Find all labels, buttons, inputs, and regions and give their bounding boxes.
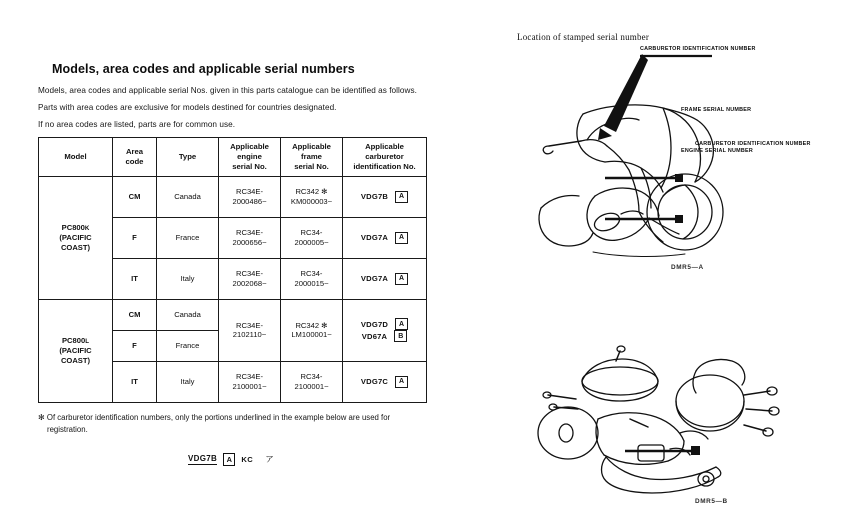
column-header-carburetor-id: Applicable carburetor identification No.: [343, 137, 427, 176]
column-header-frame-serial: Applicable frame serial No.: [281, 137, 343, 176]
type-cell: Italy: [157, 258, 219, 299]
intro-line-1: Models, area codes and applicable serial Nos. given in this parts catalogue can be identified as follows.: [38, 86, 417, 95]
column-header-engine-serial: Applicable engine serial No.: [219, 137, 281, 176]
column-header-model: Model: [39, 137, 113, 176]
carburetor-id-entry: VDG7D A: [344, 318, 425, 330]
carburetor-id-cell: [343, 176, 427, 217]
area-code-cell: CM: [113, 299, 157, 330]
type-cell: Canada: [157, 176, 219, 217]
engine-serial-cell: RC34E- 2000656~: [219, 217, 281, 258]
serial-numbers-table: [38, 137, 427, 403]
area-letter-box: A: [395, 191, 408, 203]
model-suffix: K: [84, 225, 90, 233]
example-suffix: KC: [241, 454, 254, 464]
page-title: Models, area codes and applicable serial numbers: [52, 62, 355, 76]
example-code: VDG7B: [188, 454, 218, 464]
carburetor-id-cell: [343, 217, 427, 258]
diagram-heading: Location of stamped serial number: [517, 32, 650, 42]
frame-serial-cell: RC342 ✻ KM000003~: [281, 176, 343, 217]
column-header-type: Type: [157, 137, 219, 176]
bike-callout-leaders: [603, 173, 693, 233]
carburetor-id-entry: VDG7B A: [344, 191, 425, 203]
type-cell: Italy: [157, 361, 219, 402]
frame-serial-cell: RC34- 2000005~: [281, 217, 343, 258]
frame-serial-cell: RC342 ✻ LM100001~: [281, 299, 343, 361]
area-code-cell: IT: [113, 361, 157, 402]
area-code-cell: F: [113, 330, 157, 361]
carburetor-illustration: [520, 323, 840, 498]
type-cell: France: [157, 330, 219, 361]
area-code-cell: F: [113, 217, 157, 258]
carburetor-number-example: [188, 453, 458, 465]
diagrams-section: [495, 28, 840, 505]
callout-carburetor-identification-number-upper: CARBURETOR IDENTIFICATION NUMBER: [640, 46, 756, 52]
engine-serial-cell: RC34E- 2002068~: [219, 258, 281, 299]
model-suffix: L: [85, 338, 89, 346]
area-letter-box: A: [395, 232, 408, 244]
frame-serial-cell: RC34- 2000015~: [281, 258, 343, 299]
carb-callout-leader-upper: [590, 48, 720, 143]
figure-caption-carburetor: DMR5—B: [695, 498, 728, 505]
asterisk-marker: ✻: [38, 412, 45, 422]
area-letter-box: B: [394, 330, 407, 342]
carburetor-id-entry: VD67A B: [344, 330, 425, 342]
carburetor-id-cell: [343, 258, 427, 299]
area-letter-box: A: [395, 318, 408, 330]
engine-serial-cell: RC34E- 2000486~: [219, 176, 281, 217]
frame-serial-cell: RC34- 2100001~: [281, 361, 343, 402]
area-code-cell: CM: [113, 176, 157, 217]
column-header-area-code: Area code: [113, 137, 157, 176]
carburetor-diagram: [520, 323, 840, 498]
example-kana: ア: [265, 454, 274, 465]
footnote-line-2: registration.: [47, 425, 88, 435]
model-cell-pc800k: PC800K (PACIFIC COAST): [39, 176, 113, 299]
serial-number-section: [38, 62, 458, 466]
type-cell: France: [157, 217, 219, 258]
carburetor-id-cell: [343, 361, 427, 402]
carb-callout-leader-lower: [623, 443, 709, 459]
table-row: [39, 176, 427, 217]
area-code-cell: IT: [113, 258, 157, 299]
carburetor-id-cell: [343, 299, 427, 361]
model-cell-pc800l: PC800L (PACIFIC COAST): [39, 299, 113, 402]
carburetor-id-entry: VDG7C A: [344, 376, 425, 388]
carburetor-id-entry: VDG7A A: [344, 232, 425, 244]
callout-engine-serial-number: ENGINE SERIAL NUMBER: [681, 148, 753, 154]
intro-line-2: Parts with area codes are exclusive for models destined for countries designated.: [38, 102, 337, 112]
footnote: [38, 412, 430, 436]
intro-line-3: If no area codes are listed, parts are for common use.: [38, 119, 236, 129]
figure-caption-bike: DMR5—A: [671, 264, 704, 271]
area-letter-box: A: [395, 273, 408, 285]
area-letter-box: A: [395, 376, 408, 388]
carburetor-id-entry: VDG7A A: [344, 273, 425, 285]
example-area-letter-box: A: [223, 453, 235, 465]
footnote-line-1: Of carburetor identification numbers, only the portions underlined in the example below are used for: [46, 412, 391, 422]
table-row: [39, 299, 427, 330]
callout-frame-serial-number: FRAME SERIAL NUMBER: [681, 107, 752, 113]
engine-serial-cell: RC34E- 2100001~: [219, 361, 281, 402]
callout-carburetor-identification-number-lower: CARBURETOR IDENTIFICATION NUMBER: [695, 141, 811, 147]
table-header-row: [39, 137, 427, 176]
type-cell: Canada: [157, 299, 219, 330]
engine-serial-cell: RC34E- 2102110~: [219, 299, 281, 361]
